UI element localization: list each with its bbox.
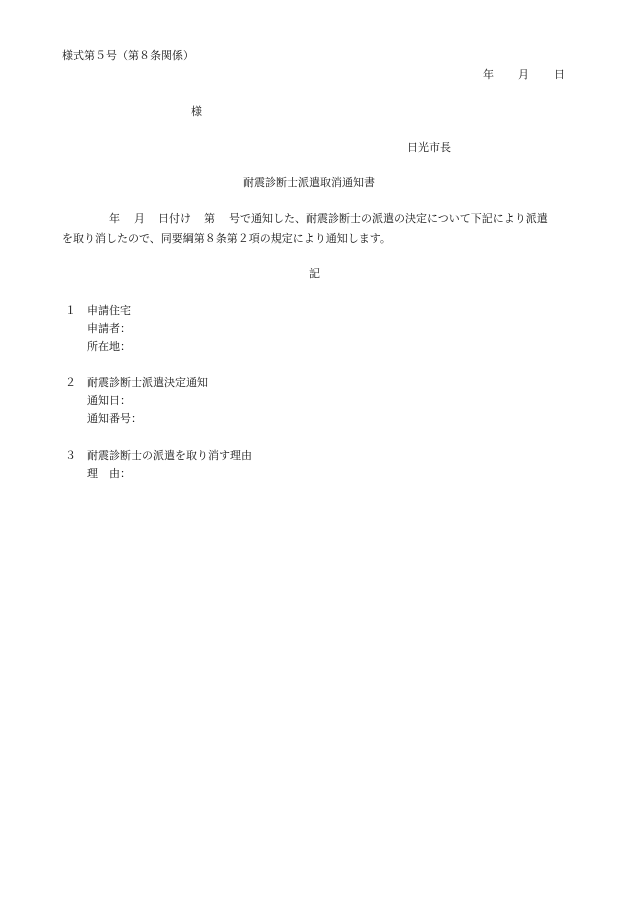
item-field: 申請者：: [87, 322, 131, 335]
item-number: ２: [65, 376, 76, 389]
item-field: 理 由：: [87, 467, 131, 480]
body-line-2: を取り消したので、同要綱第８条第２項の規定により通知します。: [62, 232, 391, 245]
item-heading: 耐震診断士派遣決定通知: [87, 376, 208, 389]
body-year: 年: [109, 212, 120, 225]
item-field: 通知番号：: [87, 412, 142, 425]
item-field: 通知日：: [87, 394, 131, 407]
item-number: １: [65, 304, 76, 317]
form-number: 様式第５号（第８条関係）: [62, 49, 194, 62]
body-month: 月: [134, 212, 145, 225]
date-year: 年: [483, 68, 494, 81]
date-month: 月: [518, 68, 529, 81]
body-no-prefix: 第: [204, 212, 215, 225]
date-day: 日: [554, 68, 565, 81]
item-field: 所在地：: [87, 340, 131, 353]
item-heading: 耐震診断士の派遣を取り消す理由: [87, 449, 252, 462]
body-rest: 号で通知した、耐震診断士の派遣の決定について下記により派遣: [229, 212, 548, 225]
body-day: 日付け: [158, 212, 191, 225]
addressee-suffix: 様: [191, 105, 202, 118]
item-number: ３: [65, 449, 76, 462]
item-heading: 申請住宅: [87, 304, 131, 317]
document-title: 耐震診断士派遣取消通知書: [243, 176, 375, 189]
issuer: 日光市長: [407, 141, 451, 154]
ki-heading: 記: [309, 267, 320, 280]
